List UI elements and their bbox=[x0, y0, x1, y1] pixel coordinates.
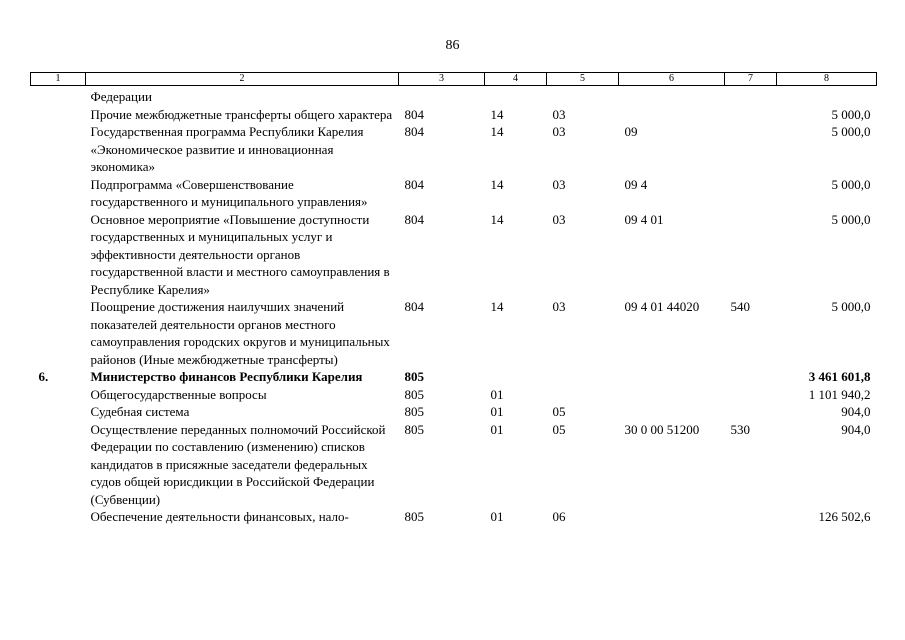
subsection-code: 03 bbox=[552, 124, 566, 139]
ministry-code: 804 bbox=[404, 124, 424, 139]
amount: 5 000,0 bbox=[831, 124, 871, 139]
row-number bbox=[31, 176, 86, 211]
target-article-code: 09 4 bbox=[624, 176, 648, 192]
subsection-code: 03 bbox=[552, 299, 566, 314]
ministry-code: 805 bbox=[404, 386, 424, 402]
ministry-code: 805 bbox=[404, 509, 424, 524]
table-row bbox=[31, 386, 877, 404]
target-article-code bbox=[619, 403, 725, 421]
expense-type-code: 530 bbox=[730, 421, 750, 437]
table-row bbox=[31, 421, 877, 509]
row-name: Осуществление переданных полномочий Российской Федерации по составлению (изменению) списков кандидатов в присяжные заседатели федеральных судов общей юрисдикции в Российской Федерации (Субвенции) bbox=[90, 421, 386, 507]
section-code: 14 bbox=[490, 124, 504, 139]
ministry-code bbox=[399, 86, 485, 106]
expense-type-code bbox=[725, 403, 777, 421]
section-code: 01 bbox=[490, 509, 504, 524]
subsection-code: 03 bbox=[552, 211, 566, 227]
row-name: Министерство финансов Республики Карелия bbox=[90, 369, 363, 384]
table-row bbox=[31, 368, 877, 386]
ministry-code: 805 bbox=[404, 421, 424, 437]
row-number bbox=[31, 421, 86, 509]
column-header: 8 bbox=[777, 73, 877, 86]
expense-type-code: 540 bbox=[730, 299, 750, 314]
column-header: 6 bbox=[619, 73, 725, 86]
section-code: 14 bbox=[490, 176, 504, 192]
section-code: 14 bbox=[490, 211, 504, 227]
column-header: 4 bbox=[485, 73, 547, 86]
target-article-code: 30 0 00 51200 bbox=[624, 421, 700, 437]
table-row bbox=[31, 106, 877, 124]
row-number bbox=[31, 386, 86, 404]
expense-type-code bbox=[725, 106, 777, 124]
amount: 5 000,0 bbox=[831, 106, 871, 122]
column-header: 3 bbox=[399, 73, 485, 86]
amount: 5 000,0 bbox=[831, 211, 871, 227]
section-code: 01 bbox=[490, 386, 504, 402]
amount: 126 502,6 bbox=[818, 509, 871, 524]
row-number bbox=[31, 211, 86, 299]
row-name: Прочие межбюджетные трансферты общего характера bbox=[90, 106, 393, 122]
expense-type-code bbox=[725, 211, 777, 299]
amount bbox=[777, 86, 877, 106]
row-number bbox=[31, 106, 86, 124]
table-row bbox=[31, 508, 877, 526]
row-name: Государственная программа Республики Карелия «Экономическое развитие и инновационная экономика» bbox=[90, 124, 364, 174]
column-header: 1 bbox=[31, 73, 86, 86]
amount: 3 461 601,8 bbox=[808, 369, 871, 384]
column-header: 2 bbox=[86, 73, 399, 86]
table-row bbox=[31, 298, 877, 368]
row-name: Общегосударственные вопросы bbox=[90, 386, 267, 402]
ministry-code: 805 bbox=[404, 404, 424, 419]
target-article-code: 09 4 01 44020 bbox=[624, 299, 700, 314]
amount: 1 101 940,2 bbox=[808, 386, 871, 402]
ministry-code: 804 bbox=[404, 299, 424, 314]
target-article-code bbox=[619, 368, 725, 386]
table-row bbox=[31, 176, 877, 211]
ministry-code: 804 bbox=[404, 176, 424, 192]
amount: 5 000,0 bbox=[831, 299, 871, 314]
section-code: 14 bbox=[490, 106, 504, 122]
row-name: Судебная система bbox=[90, 404, 190, 419]
subsection-code bbox=[547, 368, 619, 386]
row-name: Подпрограмма «Совершенствование государственного и муниципального управления» bbox=[90, 176, 368, 209]
amount: 904,0 bbox=[841, 404, 871, 419]
table-body bbox=[31, 86, 877, 526]
expense-type-code bbox=[725, 368, 777, 386]
amount: 904,0 bbox=[841, 421, 871, 437]
amount: 5 000,0 bbox=[831, 176, 871, 192]
row-number bbox=[31, 86, 86, 106]
section-code: 01 bbox=[490, 404, 504, 419]
target-article-code bbox=[619, 386, 725, 404]
row-number bbox=[31, 298, 86, 368]
subsection-code: 05 bbox=[552, 421, 566, 437]
subsection-code bbox=[547, 386, 619, 404]
budget-table bbox=[30, 72, 877, 526]
column-header: 5 bbox=[547, 73, 619, 86]
table-row bbox=[31, 86, 877, 106]
expense-type-code bbox=[725, 386, 777, 404]
ministry-code: 804 bbox=[404, 106, 424, 122]
expense-type-code bbox=[725, 176, 777, 211]
row-name: Основное мероприятие «Повышение доступности государственных и муниципальных услуг и эффективности деятельности органов государственной власти и местного самоуправления в Республике Карелия» bbox=[90, 211, 390, 297]
row-name: Обеспечение деятельности финансовых, нало- bbox=[90, 509, 349, 524]
subsection-code: 03 bbox=[552, 176, 566, 192]
row-number bbox=[31, 403, 86, 421]
section-code: 14 bbox=[490, 299, 504, 314]
target-article-code: 09 bbox=[624, 124, 638, 139]
table-row bbox=[31, 403, 877, 421]
ministry-code: 805 bbox=[404, 369, 424, 384]
ministry-code: 804 bbox=[404, 211, 424, 227]
subsection-code bbox=[547, 86, 619, 106]
target-article-code bbox=[619, 86, 725, 106]
expense-type-code bbox=[725, 508, 777, 526]
subsection-code: 05 bbox=[552, 404, 566, 419]
section-code: 01 bbox=[490, 421, 504, 437]
target-article-code bbox=[619, 106, 725, 124]
target-article-code: 09 4 01 bbox=[624, 211, 664, 227]
target-article-code bbox=[619, 508, 725, 526]
column-header: 7 bbox=[725, 73, 777, 86]
subsection-code: 03 bbox=[552, 106, 566, 122]
subsection-code: 06 bbox=[552, 509, 566, 524]
table-row bbox=[31, 123, 877, 176]
row-name: Федерации bbox=[90, 89, 152, 104]
row-name: Поощрение достижения наилучших значений показателей деятельности органов местного самоуправления городских округов и муниципальных районов (Иные межбюджетные трансферты) bbox=[90, 299, 390, 367]
section-code bbox=[485, 368, 547, 386]
expense-type-code bbox=[725, 123, 777, 176]
section-code bbox=[485, 86, 547, 106]
row-number bbox=[31, 508, 86, 526]
table-row bbox=[31, 211, 877, 299]
row-number bbox=[31, 123, 86, 176]
column-number-row bbox=[31, 73, 877, 86]
page-number: 86 bbox=[445, 38, 460, 53]
expense-type-code bbox=[725, 86, 777, 106]
row-number: 6. bbox=[38, 369, 49, 384]
